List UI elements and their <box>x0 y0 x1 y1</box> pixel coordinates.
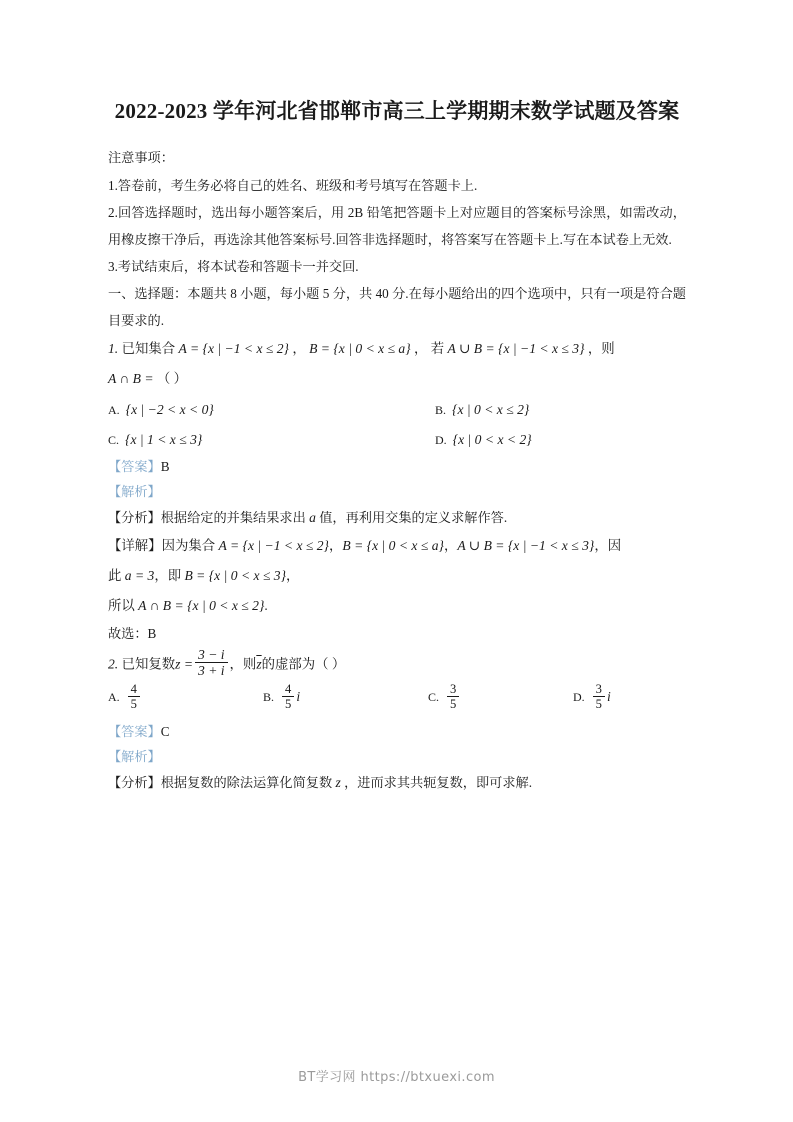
question-2-stem-lead: 已知复数 <box>121 655 176 671</box>
question-1-analysis-text-2: 值，再利用交集的定义求解作答. <box>315 509 508 525</box>
notes-heading: 注意事项： <box>108 150 174 166</box>
question-1-option-a[interactable] <box>108 394 214 425</box>
question-2-option-d-denominator: 5 <box>593 696 605 711</box>
question-2-explain-label: 【解析】 <box>108 749 161 765</box>
question-2-option-b-denominator: 5 <box>282 696 294 711</box>
question-2-option-c-fraction <box>447 682 459 711</box>
question-1-conclusion: 故选：B <box>108 625 157 641</box>
question-1-ask-line <box>108 364 686 394</box>
question-2-analysis-var: z <box>335 775 341 791</box>
question-1-answer-label: 【答案】 <box>108 458 161 474</box>
question-1-set-b: B = {x | 0 < x ≤ a} <box>309 340 411 356</box>
question-1-analysis-var: a <box>309 509 316 525</box>
question-1-analysis-label: 【分析】 <box>108 509 161 525</box>
question-2-number: 2. <box>108 655 119 671</box>
question-1-union: A ∪ B = {x | −1 < x ≤ 3} <box>447 340 585 356</box>
question-1-option-row-2 <box>108 424 686 454</box>
question-1-detail-tail: ，因 <box>594 538 622 554</box>
question-2-fraction <box>195 647 228 678</box>
question-2-option-c-numerator: 3 <box>450 681 457 696</box>
section-one-heading: 一、选择题：本题共 8 小题，每小题 5 分，共 40 分.在每小题给出的四个选项中，只有一项是符合题目要求的. <box>108 285 686 328</box>
question-1-paren: （ ） <box>156 370 188 386</box>
question-1-detail-line3-end: . <box>264 598 268 614</box>
question-2-fraction-denominator: 3 + i <box>195 662 228 678</box>
question-1-detail-line2-lead: 此 <box>108 568 125 584</box>
question-2-stem-tail-2: 的虚部为（ ） <box>261 655 346 671</box>
question-1-then-word: ，则 <box>587 340 615 356</box>
question-2-option-d[interactable] <box>573 679 611 714</box>
document-content <box>108 96 686 797</box>
question-2-option-a-fraction <box>128 682 140 711</box>
question-1-detail-line-1 <box>108 531 686 561</box>
question-2-fraction-numerator: 3 − i <box>198 646 225 662</box>
question-2-answer-value: C <box>160 723 170 739</box>
question-2-analysis-line <box>108 770 686 797</box>
question-2-analysis-label: 【分析】 <box>108 775 161 791</box>
question-2-option-a-denominator: 5 <box>128 696 140 711</box>
question-2-z-bar: $\overline{z}$ <box>256 655 262 671</box>
question-1-detail-line-3 <box>108 591 686 621</box>
notes-item-3: 3.考试结束后，将本试卷和答题卡一并交回. <box>108 258 359 274</box>
question-1-option-d[interactable] <box>435 424 532 455</box>
footer-watermark: BT学习网 https://btxuexi.com <box>298 1070 495 1085</box>
question-1-explain-label: 【解析】 <box>108 484 161 500</box>
question-1-comma-2: ， <box>414 340 428 356</box>
question-1-option-a-tag: A. <box>108 402 120 417</box>
question-1-analysis-text-1: 根据给定的并集结果求出 <box>160 509 310 525</box>
question-2-answer-label: 【答案】 <box>108 723 161 739</box>
question-1-detail-set-b: B = {x | 0 < x ≤ a} <box>342 538 444 554</box>
question-2-option-d-fraction <box>593 682 605 711</box>
question-2-option-d-tag: D. <box>573 689 585 704</box>
question-1-option-d-text: {x | 0 < x < 2} <box>452 431 532 447</box>
question-1-detail-union: A ∪ B = {x | −1 < x ≤ 3} <box>457 538 595 554</box>
question-1-explain-line <box>108 479 686 505</box>
question-1-answer-line <box>108 454 686 480</box>
question-1-detail-lead: 因为集合 <box>161 538 219 554</box>
question-2-option-row <box>108 679 686 719</box>
question-2-z-eq: z = <box>175 655 193 671</box>
question-1-analysis-line <box>108 505 686 532</box>
question-1-detail-line-2 <box>108 561 686 591</box>
notes-item-1: 1.答卷前，考生务必将自己的姓名、班级和考号填写在答题卡上. <box>108 177 478 193</box>
question-2-stem-tail-1: ，则 <box>229 655 257 671</box>
question-2-analysis-text-2: ，进而求其共轭复数，即可求解. <box>340 775 532 791</box>
question-1-option-b-tag: B. <box>435 402 447 417</box>
question-1-set-a: A = {x | −1 < x ≤ 2} <box>178 340 289 356</box>
question-2-option-c-denominator: 5 <box>447 696 459 711</box>
question-1-detail-set-a: A = {x | −1 < x ≤ 2} <box>218 538 329 554</box>
question-1-option-c-tag: C. <box>108 432 120 447</box>
question-1-option-b[interactable] <box>435 394 529 425</box>
question-1-option-c-text: {x | 1 < x ≤ 3} <box>125 431 203 447</box>
question-2-option-d-suffix: i <box>606 688 611 704</box>
question-1-answer-value: B <box>160 458 170 474</box>
question-1-option-row-1 <box>108 394 686 424</box>
question-1-comma-1: ， <box>292 340 306 356</box>
question-1-number: 1. <box>108 340 119 356</box>
question-2-option-b-fraction <box>282 682 294 711</box>
question-2-option-d-numerator: 3 <box>595 681 602 696</box>
question-1-detail-comma-2: ， <box>443 538 458 554</box>
question-2-option-c-tag: C. <box>428 689 440 704</box>
question-2-option-b-tag: B. <box>263 689 275 704</box>
notes-item-2: 2.回答选择题时，选出每小题答案后，用 2B 铅笔把答题卡上对应题目的答案标号涂黑，如需改动，用橡皮擦干净后，再选涂其他答案标号.回答非选择题时，将答案写在答题卡上.写在本试卷上无效. <box>108 204 686 247</box>
question-1-detail-line2-set: B = {x | 0 < x ≤ 3} <box>184 568 287 584</box>
question-2-option-a[interactable] <box>108 679 142 714</box>
question-2-answer-line <box>108 719 686 745</box>
question-1-detail-line2-a: a = 3 <box>124 568 155 584</box>
question-2-option-c[interactable] <box>428 679 461 714</box>
question-2-option-b[interactable] <box>263 679 300 714</box>
question-2-analysis-text-1: 根据复数的除法运算化简复数 <box>160 775 336 791</box>
question-1-detail-comma-1: ， <box>328 538 343 554</box>
question-1-option-a-text: {x | −2 < x < 0} <box>125 401 214 417</box>
question-2-stem <box>108 647 686 679</box>
question-1-detail-line2-end: ， <box>286 568 300 584</box>
question-1-stem <box>108 334 686 364</box>
question-2-option-a-numerator: 4 <box>130 681 137 696</box>
question-1-option-c[interactable] <box>108 424 202 455</box>
question-1-detail-line3-lead: 所以 <box>108 598 139 614</box>
page-title: 2022-2023 学年河北省邯郸市高三上学期期末数学试题及答案 <box>114 99 680 123</box>
question-1-if-word: 若 <box>430 340 445 356</box>
question-2-option-b-numerator: 4 <box>285 681 292 696</box>
question-1-detail-line3-set: A ∩ B = {x | 0 < x ≤ 2} <box>138 598 265 614</box>
question-2-option-a-tag: A. <box>108 689 120 704</box>
question-2-explain-line <box>108 744 686 770</box>
question-1-option-b-text: {x | 0 < x ≤ 2} <box>452 401 530 417</box>
question-1-detail-label: 【详解】 <box>108 538 162 554</box>
question-2-option-b-suffix: i <box>296 688 301 704</box>
question-1-ask: A ∩ B = <box>108 370 154 386</box>
question-1-detail-line2-mid: ，即 <box>154 568 185 584</box>
question-1-option-d-tag: D. <box>435 432 447 447</box>
question-1-stem-lead: 已知集合 <box>121 340 176 356</box>
